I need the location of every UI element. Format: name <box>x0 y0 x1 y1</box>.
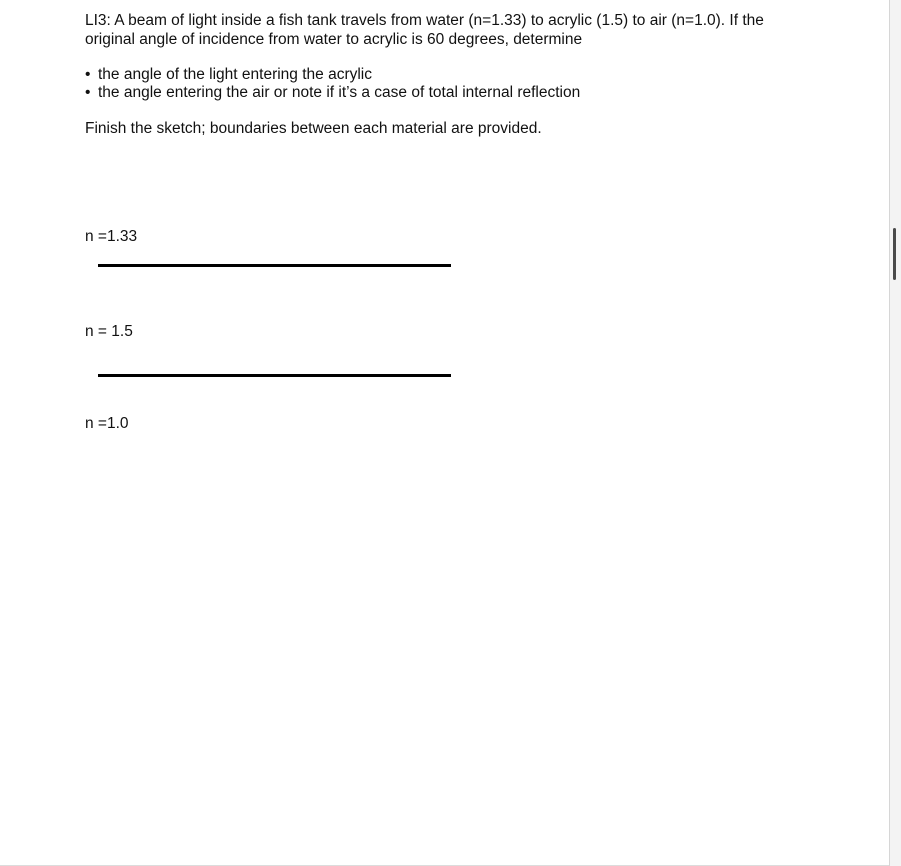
sketch-instruction: Finish the sketch; boundaries between each material are provided. <box>85 120 542 137</box>
acrylic-index-label: n = 1.5 <box>85 323 133 340</box>
bullet-icon: • <box>85 84 91 101</box>
bullet-icon: • <box>85 66 91 83</box>
question-air-angle: the angle entering the air or note if it’s a case of total internal reflection <box>98 84 581 101</box>
list-item <box>85 66 580 84</box>
acrylic-air-boundary <box>98 374 451 377</box>
problem-statement: LI3: A beam of light inside a fish tank travels from water (n=1.33) to acrylic (1.5) to air (n=1.0). If the original angle of incidence from water to acrylic is 60 degrees, determine <box>85 12 764 48</box>
water-index-label: n =1.33 <box>85 228 138 245</box>
question-list <box>85 66 580 102</box>
water-acrylic-boundary <box>98 264 451 267</box>
question-acrylic-angle: the angle of the light entering the acrylic <box>98 66 373 83</box>
list-item <box>85 84 580 102</box>
scrollbar-track[interactable] <box>889 0 901 866</box>
air-index-label: n =1.0 <box>85 415 129 432</box>
scrollbar-thumb[interactable] <box>893 228 896 280</box>
